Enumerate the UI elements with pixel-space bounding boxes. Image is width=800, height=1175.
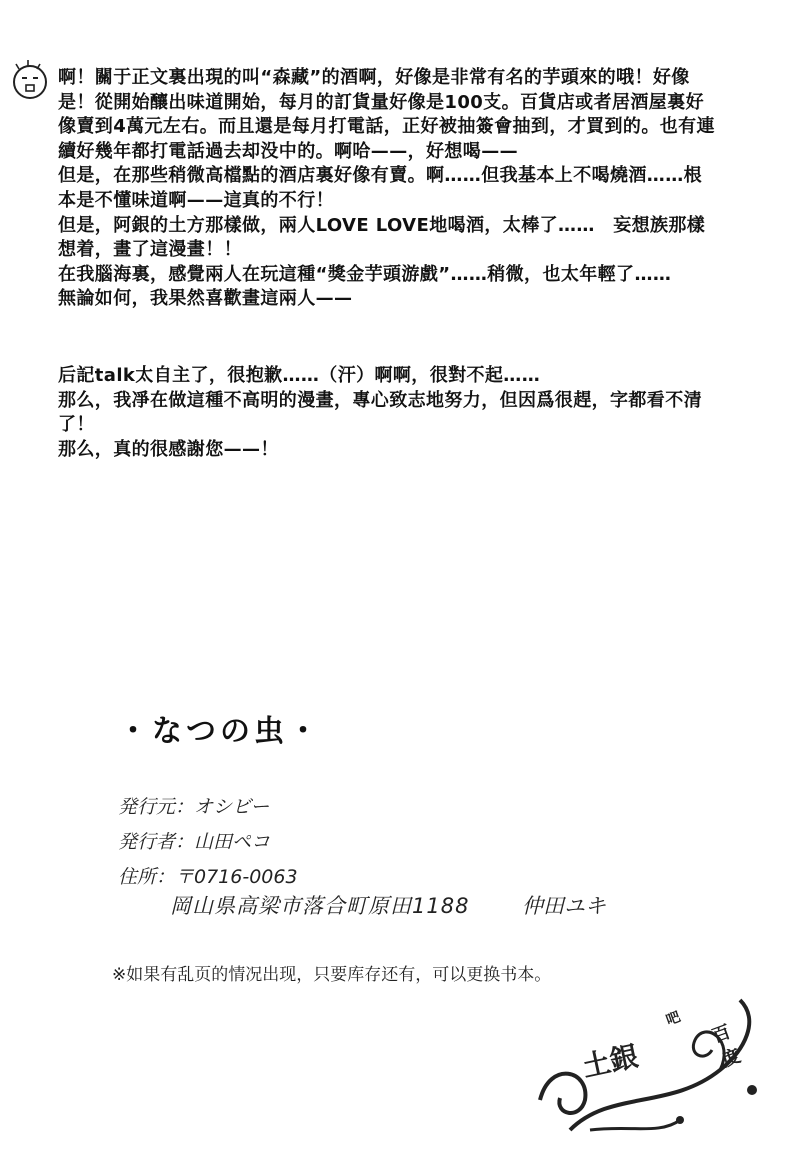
watermark-baidu-text-1: 百 xyxy=(709,1021,734,1048)
issuer-line: 発行者：山田ペコ xyxy=(118,831,271,853)
author-name: 仲田ユキ xyxy=(522,894,606,918)
afterword-paragraph-3: 但是，阿銀的土方那樣做，兩人LOVE LOVE地喝酒，太棒了…… 妄想族那樣想着，畫了這漫畫！！ xyxy=(58,214,706,261)
closing-line-2: 那么，我凈在做這種不高明的漫畫，專心致志地努力，但因爲很趕，字都看不清了！ xyxy=(58,389,702,436)
replacement-notice: ※如果有乱页的情况出现，只要库存还有，可以更换书本。 xyxy=(112,965,552,985)
closing-line-3: 那么，真的很感謝您——！ xyxy=(58,438,279,460)
watermark-bar-text: 吧 xyxy=(664,1009,683,1029)
watermark-main-text: 土銀 xyxy=(579,1039,642,1084)
paragraph-gap xyxy=(58,312,718,364)
watermark-baidu-text-2: 度 xyxy=(719,1045,744,1072)
afterword-paragraph-1: 啊！關于正文裏出現的叫“森藏”的酒啊，好像是非常有名的芋頭來的哦！好像是！從開始釀出味道開始，每月的訂貨量好像是100支。百貨店或者居酒屋裏好像賣到4萬元左右。而且還是每月打電話，正好被抽簽會抽到，才買到的。也有連續好幾年都打電話過去却没中的。啊哈——，好想喝—— xyxy=(58,67,715,162)
publisher-line: 発行元：オシビー xyxy=(118,796,270,818)
book-title: ・なつの虫・ xyxy=(118,714,322,749)
colophon-block xyxy=(118,790,298,895)
afterword-text xyxy=(58,66,718,462)
address-line: 岡山県高梁市落合町原田1188 xyxy=(170,894,470,918)
address-label-line: 住所：〒0716-0063 xyxy=(118,866,298,888)
doodle-face-icon xyxy=(8,58,52,102)
closing-line-1: 后記talk太自主了，很抱歉……（汗）啊啊，很對不起…… xyxy=(58,364,541,386)
afterword-paragraph-5: 無論如何，我果然喜歡畫這兩人—— xyxy=(58,288,353,310)
afterword-paragraph-2: 但是，在那些稍微高檔點的酒店裏好像有賣。啊……但我基本上不喝燒酒……根本是不懂味道啊——這真的不行！ xyxy=(58,165,702,211)
afterword-paragraph-4: 在我腦海裏，感覺兩人在玩這種“獎金芋頭游戲”……稍微，也太年輕了…… xyxy=(58,263,672,285)
